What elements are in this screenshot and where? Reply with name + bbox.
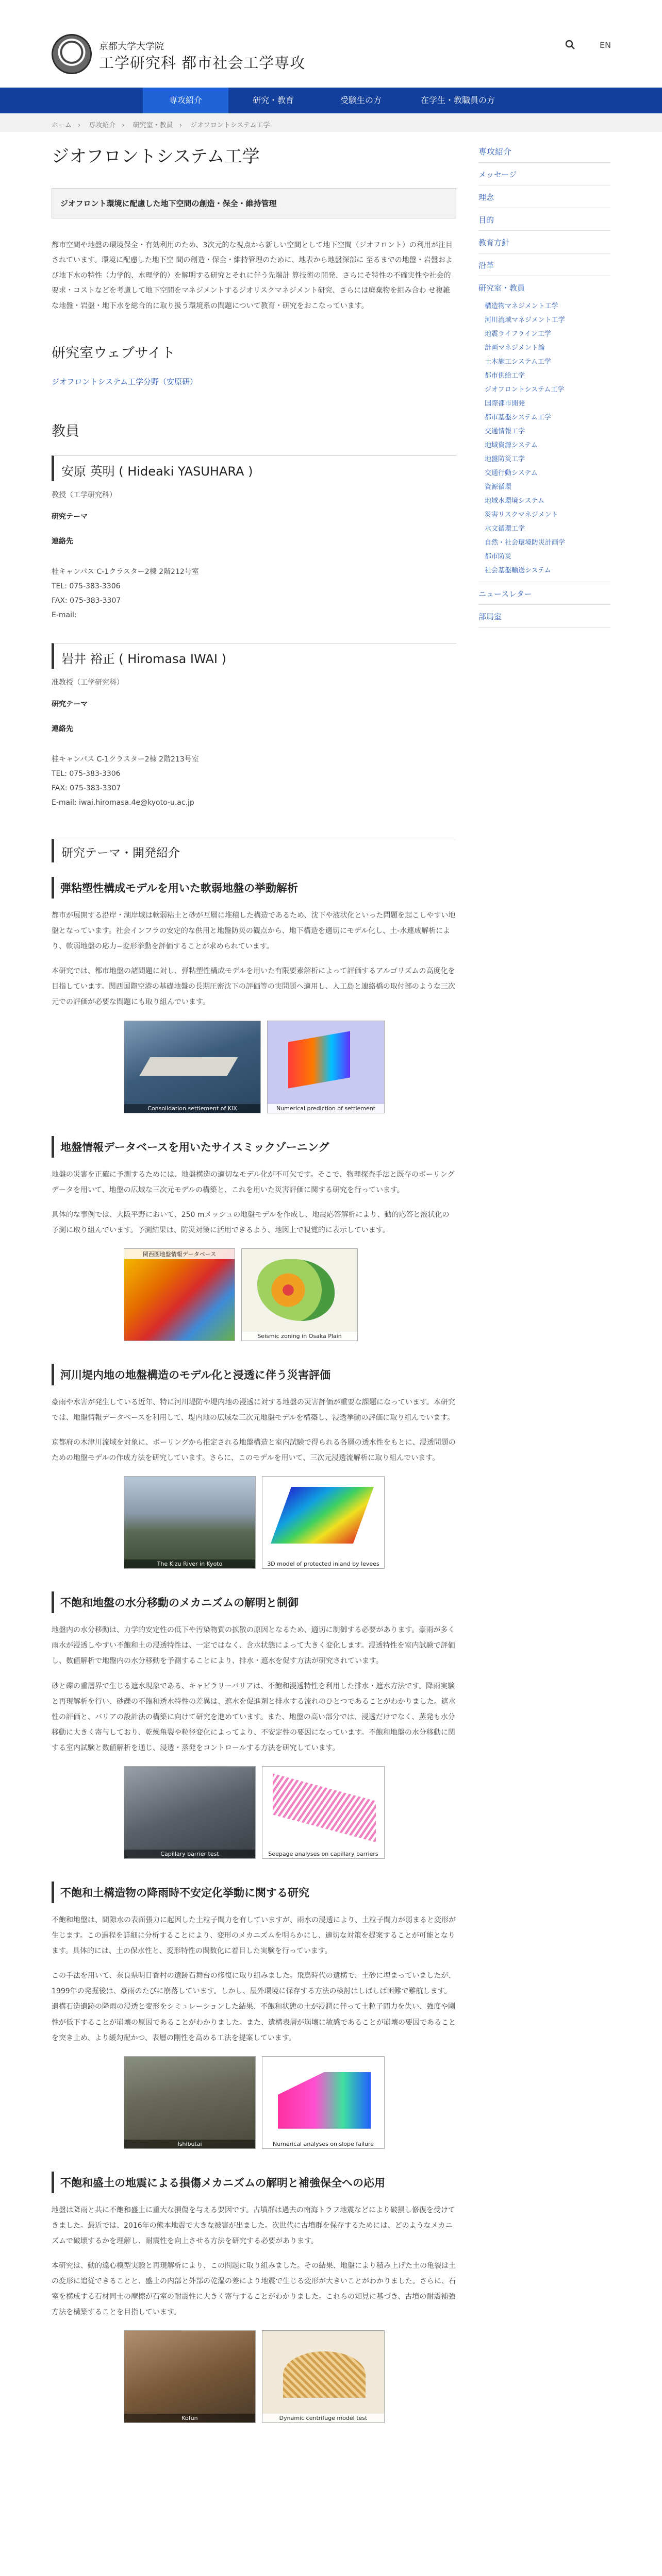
sidebar-sub-item[interactable]: 都市防災 xyxy=(485,553,512,561)
slope-shape xyxy=(278,2072,371,2129)
faculty-contact xyxy=(52,565,456,622)
figure-row xyxy=(52,2330,456,2423)
university-emblem-icon[interactable] xyxy=(52,34,92,74)
topic-title: 地盤情報データベースを用いたサイスミックゾーニング xyxy=(52,1136,456,1158)
sidebar-sub-item[interactable]: 地域水環境システム xyxy=(485,497,544,505)
mesh-shape xyxy=(273,1773,376,1842)
contour-shape xyxy=(288,1031,350,1088)
island-shape xyxy=(140,1057,238,1076)
research-topic xyxy=(52,1882,456,2149)
intro-text: 都市空間や地盤の環境保全・有効利用のため、3次元的な視点から新しい空間として地下空間（ジオフロント）の利用が注目されています。環境に配慮した地下空 間の創造・保全・維持管理のために、地表から地盤深部に 至るまでの地盤・岩盤および地下水の特性（力学的、水理学的）を解明する研究とそれに伴う先端計 算技術の開発、さらにそ特性の不確実性や社会的要求・コストなどを考慮して地下空間をマネジメントするジオリスクマネジメント研究、さらには廃棄物を組み合わ せ複雑な地盤・岩盤・地下水を総合的に取り扱う環境系の問題について教育・研究をおこなっています。 xyxy=(52,241,453,310)
faculty-fax: FAX: 075-383-3307 xyxy=(52,596,121,605)
topic-paragraph: 本研究では、都市地盤の諸問題に対し、弾粘塑性構成モデルを用いた有限要素解析によって評価するアルゴリズムの高度化を目指しています。関西国際空港の基礎地盤の長期圧密沈下の評価等の実問題へ適用し、人工島と連絡橋の取付部のような三次元での評価が必要な問題にも取り組んでいます。 xyxy=(52,967,455,1007)
zoning-shape xyxy=(257,1259,335,1321)
figure-map xyxy=(124,1248,235,1341)
figure-photo xyxy=(124,1021,261,1113)
sidebar-sub-item[interactable]: 地盤防災工学 xyxy=(485,455,525,463)
sidebar-sub-item[interactable]: 構造物マネジメント工学 xyxy=(485,302,558,310)
sidebar-item-labs[interactable]: 研究室・教員 xyxy=(478,283,525,293)
sidebar xyxy=(478,139,610,628)
model-shape xyxy=(271,1487,374,1544)
topic-paragraph: 豪雨や水害が発生している近年、特に河川堤防や堤内地の浸透に対する地盤の災害評価が重要な課題になっています。本研究では、地盤情報データベースを利用して、堤内地の広域な三次元地盤モデルを構築し、浸透挙動の評価に取り組んでいます。 xyxy=(52,1398,455,1422)
breadcrumb-current: ジオフロントシステム工学 xyxy=(190,122,270,129)
sidebar-item-message[interactable]: メッセージ xyxy=(478,163,610,185)
figure-simulation xyxy=(262,2056,385,2149)
topic-paragraph: 都市が展開する沿岸・湖岸域は軟弱粘土と砂が互層に堆積した構造であるため、沈下や液状化といった問題を起こしやすい地盤となっています。社会インフラの安定的な供用と地盤防災の観点から、地下構造を適切にモデル化し、土-水連成解析により、軟弱地盤の応力−変形挙動を評価することが求められています。 xyxy=(52,911,456,951)
topic-paragraph: 地盤は降雨と共に不飽和盛土に重大な損傷を与える要因です。古墳群は過去の南海トラフ地震などにより破損し修復を受けてきました。最近では、2016年の熊本地震で大きな被害が出ました。次世代に古墳群を保存するためには、どのようなメカニズムで破壊するかを理解し、耐震性を向上させる方法を研究する必要があります。 xyxy=(52,2206,455,2245)
faculty-fax: FAX: 075-383-3307 xyxy=(52,784,121,792)
website-heading: 研究室ウェブサイト xyxy=(52,345,176,361)
topic-paragraph: 本研究は、動的遠心模型実験と再現解析により、この問題に取り組みました。その結果、地盤により積み上げた土の亀裂は土の変形に追従できることと、盛土の内部と外部の乾湿の差により地震で生じる変形が大きいことがわかりました。さらに、石室を構成する石材同士の摩擦が石室の耐震性に大きく寄与することがわかりました。これらの知見に基づき、古墳の耐震補強方法を構築することを目指しています。 xyxy=(52,2262,456,2317)
figure-row xyxy=(52,1766,456,1859)
figure-caption: Seismic zoning in Osaka Plain xyxy=(242,1332,357,1341)
faculty-rank: 教授（工学研究科） xyxy=(52,490,117,499)
figure-photo xyxy=(262,2330,385,2423)
figure-row xyxy=(52,1476,456,1569)
figure-caption: Seepage analyses on capillary barriers xyxy=(262,1850,384,1858)
breadcrumb-about[interactable]: 専攻紹介 xyxy=(89,122,116,129)
breadcrumb: ホーム › 専攻紹介 › 研究室・教員 › ジオフロントシステム工学 xyxy=(0,113,662,132)
nav-about[interactable]: 専攻紹介 xyxy=(143,88,228,113)
faculty-tel: TEL: 075-383-3306 xyxy=(52,769,121,778)
figure-caption: Consolidation settlement of KIX xyxy=(124,1104,260,1113)
faculty-contact-label: 連絡先 xyxy=(52,537,73,546)
figure-caption: Numerical prediction of settlement xyxy=(268,1104,384,1113)
topic-paragraph: 不飽和地盤は、間隙水の表面張力に起因した土粒子間力を有していますが、雨水の浸透により、土粒子間力が弱まると変形が生じます。この過程を詳細に分析することにより、変形のメカニズムを明らかにし、適切な対策を提案することが可能となります。具体的には、土の保水性と、変形特性の関数化に着目した実験を行っています。 xyxy=(52,1916,456,1956)
figure-caption: Kofun xyxy=(124,2414,255,2422)
global-nav xyxy=(0,88,662,113)
language-switch-link[interactable]: EN xyxy=(600,40,611,50)
topic-paragraph: 京都府の木津川流域を対象に、ボーリングから推定される地盤構造と室内試験で得られる各層の透水性をもとに、浸透問題のための地盤モデルの作成方法を研究しています。さらに、このモデルを用いて、三次元浸透流解析に取り組んでいます。 xyxy=(52,1438,456,1463)
main-content xyxy=(52,139,456,2423)
research-topic xyxy=(52,1591,456,1859)
sidebar-sub-item[interactable]: 計画マネジメント論 xyxy=(485,344,545,352)
sidebar-sub-item[interactable]: 社会基盤輸送システム xyxy=(485,567,551,574)
sidebar-sub-item[interactable]: 地域資源システム xyxy=(485,442,538,449)
faculty-contact xyxy=(52,752,456,810)
figure-caption: Capillary barrier test xyxy=(124,1850,255,1858)
sidebar-sub-item[interactable]: 資源循環 xyxy=(485,483,512,491)
lead-box: ジオフロント環境に配慮した地下空間の創造・保全・維持管理 xyxy=(52,188,456,218)
faculty-email: E-mail: xyxy=(52,611,77,619)
topic-paragraph: 地盤内の水分移動は、力学的安定性の低下や汚染物質の拡散の原因となるため、適切に制御する必要があります。豪雨が多く雨水が浸透しやすい不飽和土の浸透特性は、一定ではなく、含水状態によって大きく変化します。浸透特性を室内試験で評価し、数値解析で地盤内の水分移動を予測することにより、排水・遮水を促す方法が研究されています。 xyxy=(52,1626,455,1666)
faculty-tel: TEL: 075-383-3306 xyxy=(52,582,121,590)
faculty-theme-label: 研究テーマ xyxy=(52,512,88,521)
topic-title: 弾粘塑性構成モデルを用いた軟弱地盤の挙動解析 xyxy=(52,877,456,899)
faculty-name: 岩井 裕正 ( Hiromasa IWAI ) xyxy=(52,643,456,669)
faculty-address: 桂キャンパス C-1クラスター2棟 2階213号室 xyxy=(52,755,199,764)
research-topic xyxy=(52,877,456,1113)
topic-title: 不飽和地盤の水分移動のメカニズムの解明と制御 xyxy=(52,1591,456,1613)
sidebar-sub-item[interactable]: 土木施工システム工学 xyxy=(485,358,551,366)
topic-title: 不飽和土構造物の降雨時不安定化挙動に関する研究 xyxy=(52,1882,456,1903)
search-icon[interactable] xyxy=(565,40,575,50)
nav-applicants[interactable]: 受験生の方 xyxy=(340,95,382,105)
figure-simulation xyxy=(262,1476,385,1569)
sidebar-item-history[interactable]: 沿革 xyxy=(478,253,610,276)
figure-caption: Ishibutai xyxy=(124,2140,255,2148)
faculty-contact-label: 連絡先 xyxy=(52,724,73,733)
nav-students-staff[interactable]: 在学生・教職員の方 xyxy=(420,95,495,105)
sidebar-item-purpose[interactable]: 目的 xyxy=(478,208,610,231)
sidebar-item-philosophy[interactable]: 理念 xyxy=(478,185,610,208)
sidebar-sub-item[interactable]: ジオフロントシステム工学 xyxy=(485,386,565,394)
sidebar-sub-item[interactable]: 交通行動システム xyxy=(485,469,538,477)
figure-photo xyxy=(124,2330,256,2423)
topic-paragraph: この手法を用いて、奈良県明日香村の遺跡石舞台の修復に取り組みました。飛鳥時代の遺構で、土砂に埋まっていましたが、1999年の発掘後は、豪雨のたびに崩落しています。しかし、屋外環境に保存する方法の検討はしばしば困難で難航します。遺構石造遺跡の降雨の浸透と変形をシミュレーションした結果、不飽和状態の土が浸潤に伴って土粒子間力を失い、強度や剛性が低下することが崩壊の原因であることがわかりました。また、遺構表層が崩壊に敏感であることが崩壊の要因であることを突き止め、より緩勾配かつ、表層の剛性を高める工法を提案しています。 xyxy=(52,1972,456,2042)
faculty-rank: 准教授（工学研究科） xyxy=(52,678,124,687)
sidebar-item-policy[interactable]: 教育方針 xyxy=(478,231,610,253)
research-topic xyxy=(52,1136,456,1341)
sidebar-sub-item[interactable]: 水文循環工学 xyxy=(485,525,525,533)
sidebar-sub-item[interactable]: 国際都市開発 xyxy=(485,400,525,408)
faculty-email[interactable]: E-mail: iwai.hiromasa.4e@kyoto-u.ac.jp xyxy=(52,798,194,807)
model-shape xyxy=(283,2351,366,2398)
sidebar-sub-item[interactable]: 河川流域マネジメント工学 xyxy=(485,316,565,324)
figure-caption: The Kizu River in Kyoto xyxy=(124,1560,255,1568)
nav-research-education[interactable]: 研究・教育 xyxy=(252,95,294,105)
faculty-card xyxy=(52,455,456,622)
breadcrumb-home[interactable]: ホーム xyxy=(52,122,72,129)
figure-simulation xyxy=(262,1766,385,1859)
topic-paragraph: 具体的な事例では、大阪平野において、250 mメッシュの地盤モデルを作成し、地震応答解析により、動的応答と液状化の予測に取り組んでいます。予測結果は、防災対策に活用できるよう、地図上で視覚的に表示しています。 xyxy=(52,1210,450,1234)
sidebar-sub-item[interactable]: 地震ライフライン工学 xyxy=(485,330,551,338)
sidebar-item-about[interactable]: 専攻紹介 xyxy=(478,139,610,163)
page-title: ジオフロントシステム工学 xyxy=(52,146,260,167)
figure-photo xyxy=(124,1476,256,1569)
research-heading: 研究テーマ・開発紹介 xyxy=(52,839,456,862)
figure-caption: Dynamic centrifuge model test xyxy=(262,2414,384,2422)
faculty-name: 安原 英明 ( Hideaki YASUHARA ) xyxy=(52,455,456,481)
site-header xyxy=(0,0,662,88)
sidebar-sub-item[interactable]: 都市基盤システム工学 xyxy=(485,414,551,421)
research-topic xyxy=(52,2172,456,2424)
figure-caption: Numerical analyses on slope failure xyxy=(262,2140,384,2148)
figure-row xyxy=(52,1021,456,1113)
sidebar-item-rooms[interactable]: 部局室 xyxy=(478,605,610,628)
sidebar-sub-item[interactable]: 自然・社会環境防災計画学 xyxy=(485,539,566,547)
sidebar-item-newsletter[interactable]: ニュースレター xyxy=(478,582,610,605)
figure-photo xyxy=(124,1766,256,1859)
sidebar-sub-item[interactable]: 交通情報工学 xyxy=(485,428,525,435)
faculty-theme-label: 研究テーマ xyxy=(52,700,88,708)
logo-department-name[interactable]: 工学研究科 都市社会工学専攻 xyxy=(99,54,306,72)
figure-caption: 関西圏地盤情報データベース xyxy=(124,1249,235,1259)
topic-paragraph: 砂と礫の重層界で生じる遮水現象である、キャピラリーバリアは、不飽和浸透特性を利用した排水・遮水方法です。降雨実験と再現解析を行い、砂礫の不飽和透水特性の差異は、遮水を促進剤と排水する流れのひとつであることがわかりました。遮水性の評価と、バリアの設計法の構築に向けて研究を進めています。また、地盤の高い部分では、浸透だけでなく、蒸発も水分移動に大きく寄与しており、乾燥亀裂や粒径変化によってより、不安定性の要因になっています。不飽和地盤の水分移動に関する室内試験と数値解析を通じ、浸透・蒸発をコントロールする方法を研究しています。 xyxy=(52,1682,456,1752)
figure-map xyxy=(241,1248,358,1341)
figure-row xyxy=(52,2056,456,2149)
figure-simulation xyxy=(267,1021,385,1113)
topic-paragraph: 地盤の災害を正確に予測するためには、地盤構造の適切なモデル化が不可欠です。そこで、物理探査手法と既存のボーリングデータを用いて、地盤の広域な三次元モデルの構築と、これを用いた災害評価に関する研究を行っています。 xyxy=(52,1170,455,1194)
logo-university-name[interactable]: 京都大学大学院 xyxy=(99,41,164,52)
figure-row xyxy=(52,1248,456,1341)
lab-website-link[interactable]: ジオフロントシステム工学分野（安原研） xyxy=(52,377,198,386)
figure-caption: 3D model of protected inland by levees xyxy=(262,1560,384,1568)
sidebar-sub-item[interactable]: 災害リスクマネジメント xyxy=(485,511,558,519)
faculty-card xyxy=(52,643,456,810)
faculty-heading: 教員 xyxy=(52,423,79,439)
sidebar-group xyxy=(478,276,610,582)
breadcrumb-labs[interactable]: 研究室・教員 xyxy=(133,122,173,129)
topic-title: 河川堤内地の地盤構造のモデル化と浸透に伴う災害評価 xyxy=(52,1364,456,1385)
figure-photo xyxy=(124,2056,256,2149)
faculty-address: 桂キャンパス C-1クラスター2棟 2階212号室 xyxy=(52,567,199,576)
topic-title: 不飽和盛土の地震による損傷メカニズムの解明と補強保全への応用 xyxy=(52,2172,456,2193)
research-topic xyxy=(52,1364,456,1569)
sidebar-sub-item[interactable]: 都市供給工学 xyxy=(485,372,525,380)
